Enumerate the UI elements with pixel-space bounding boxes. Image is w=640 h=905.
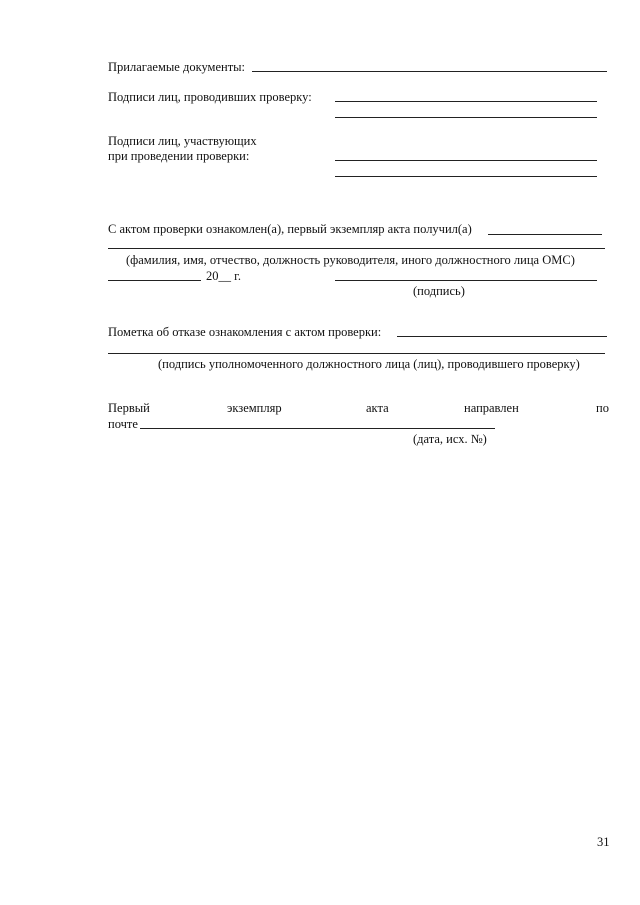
date-day-line bbox=[108, 280, 201, 281]
date-year: 20__ г. bbox=[206, 269, 241, 283]
attached-documents-label: Прилагаемые документы: bbox=[108, 60, 246, 74]
refusal-caption: (подпись уполномоченного должностного лица (лиц), проводившего проверку) bbox=[158, 357, 580, 371]
inspectors-signature-line-2 bbox=[335, 117, 597, 118]
participants-signatures-label-1: Подписи лиц, участвующих bbox=[108, 134, 257, 148]
refusal-full-line bbox=[108, 353, 605, 354]
participants-signature-line-1 bbox=[335, 160, 597, 161]
refusal-inline-line bbox=[397, 336, 607, 337]
acquainted-signature-line bbox=[335, 280, 597, 281]
sent-word-5: по bbox=[596, 401, 609, 415]
acquainted-text: С актом проверки ознакомлен(а), первый экземпляр акта получил(а) bbox=[108, 222, 472, 236]
sent-word-1: Первый bbox=[108, 401, 150, 415]
sent-word-4: направлен bbox=[464, 401, 519, 415]
sent-mail-line bbox=[140, 428, 495, 429]
inspectors-signature-line-1 bbox=[335, 101, 597, 102]
participants-signatures-label-2: при проведении проверки: bbox=[108, 149, 250, 163]
sent-word-3: акта bbox=[366, 401, 389, 415]
signature-caption: (подпись) bbox=[413, 284, 465, 298]
sent-mail-word: почте bbox=[108, 417, 138, 431]
refusal-label: Пометка об отказе ознакомления с актом проверки: bbox=[108, 325, 382, 339]
acquainted-full-line bbox=[108, 248, 605, 249]
sent-caption: (дата, исх. №) bbox=[413, 432, 487, 446]
attached-documents-line bbox=[252, 71, 607, 72]
page-number: 31 bbox=[597, 835, 610, 849]
acquainted-inline-line bbox=[488, 234, 602, 235]
acquainted-caption: (фамилия, имя, отчество, должность руководителя, иного должностного лица ОМС) bbox=[126, 253, 575, 267]
participants-signature-line-2 bbox=[335, 176, 597, 177]
sent-word-2: экземпляр bbox=[227, 401, 282, 415]
inspectors-signatures-label: Подписи лиц, проводивших проверку: bbox=[108, 90, 312, 104]
